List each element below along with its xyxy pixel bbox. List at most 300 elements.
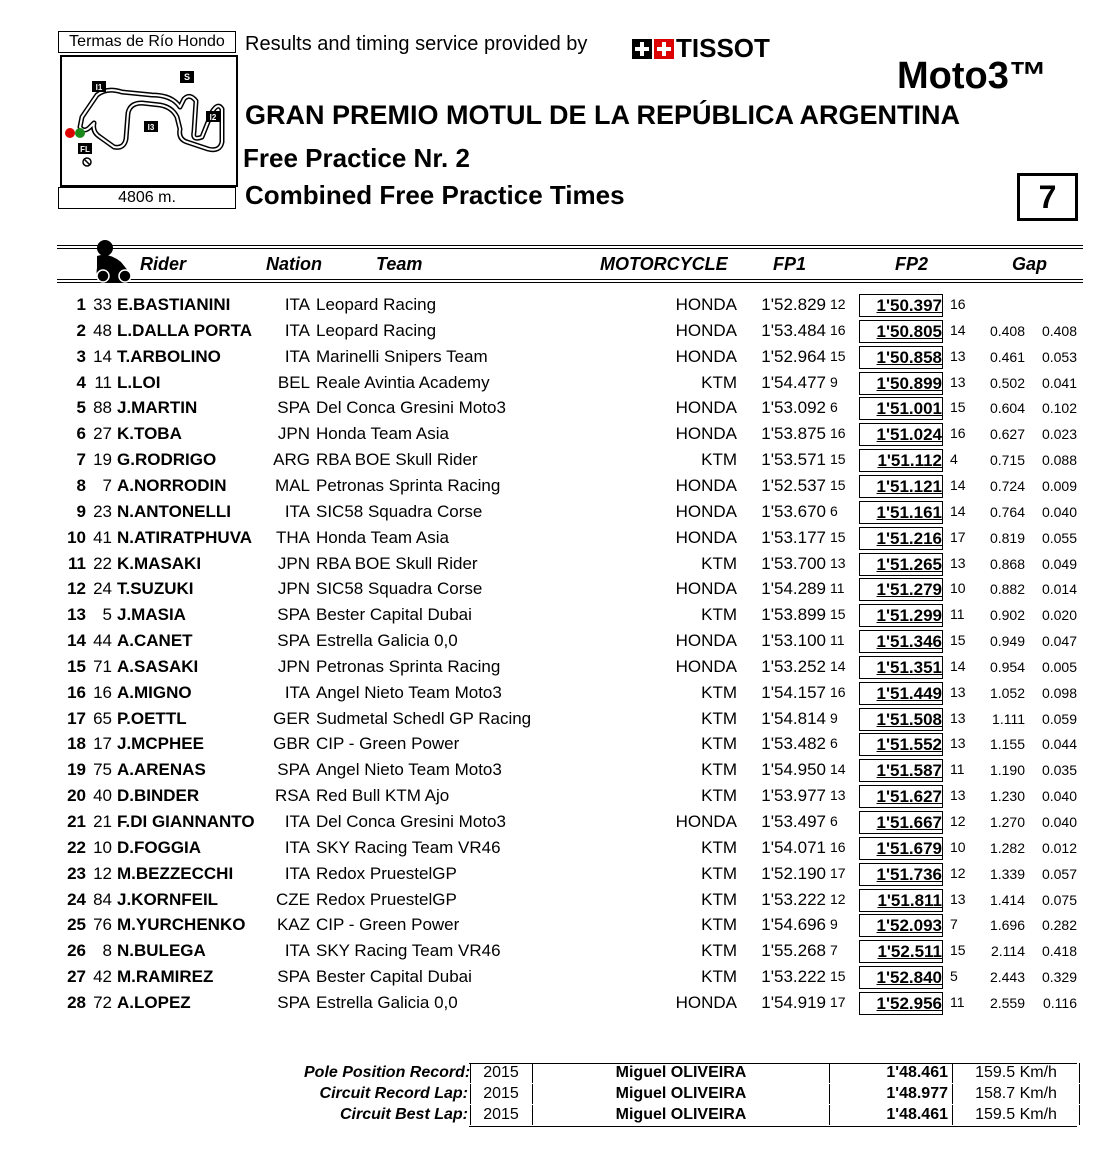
fp1-time: 1'53.484: [761, 320, 826, 340]
fp1-lap: 15: [830, 347, 846, 364]
column-rider: Rider: [140, 254, 187, 274]
column-motorcycle: MOTORCYCLE: [600, 254, 728, 274]
record-speed: 159.5 Km/h: [952, 1105, 1080, 1125]
nation: ITA: [284, 863, 310, 883]
rider-number: 44: [93, 631, 112, 651]
rider-number: 76: [93, 915, 112, 935]
table-row: [0, 347, 1115, 372]
fp2-time: 1'51.667: [859, 811, 943, 834]
fp2-time: 1'50.899: [859, 372, 943, 395]
table-row: [0, 709, 1115, 734]
nation: JPN: [277, 553, 310, 573]
fp1-lap: 11: [830, 632, 845, 649]
record-time: 1'48.977: [829, 1084, 952, 1104]
motorcycle: HONDA: [675, 501, 737, 521]
team-name: Bester Capital Dubai: [316, 967, 472, 987]
fp1-time: 1'53.899: [761, 605, 826, 625]
motorcycle: KTM: [701, 889, 737, 909]
table-row: [0, 812, 1115, 837]
gap-first: 1.414: [989, 891, 1025, 908]
position: 21: [67, 812, 86, 831]
sector-i1-label: I1: [95, 83, 103, 92]
fp2-time: 1'51.161: [859, 501, 943, 524]
gap-previous: 0.047: [1041, 633, 1077, 650]
fp2-time: 1'51.811: [859, 889, 943, 912]
fp2-lap: 11: [950, 606, 965, 623]
position: 4: [76, 372, 86, 392]
position: 22: [67, 837, 86, 857]
record-row: [304, 1105, 1084, 1125]
fp1-time: 1'52.964: [761, 346, 826, 366]
gap-previous: 0.044: [1041, 736, 1077, 753]
table-row: [0, 450, 1115, 475]
fp2-lap: 13: [950, 347, 966, 364]
team-name: CIP - Green Power: [316, 915, 460, 935]
red-light-icon: [65, 128, 75, 138]
table-row: [0, 734, 1115, 759]
fp2-lap: 15: [950, 399, 966, 416]
fp2-time: 1'51.279: [859, 578, 943, 601]
fp1-lap: 9: [830, 709, 838, 726]
fp1-time: 1'53.700: [761, 553, 826, 573]
gap-previous: 0.035: [1041, 762, 1077, 779]
nation: SPA: [277, 631, 310, 651]
rider-number: 84: [93, 889, 112, 909]
nation: ARG: [273, 450, 310, 470]
position: 15: [67, 656, 86, 676]
start-label: S: [183, 72, 191, 82]
motorcycle: HONDA: [675, 424, 737, 444]
fp1-lap: 14: [830, 657, 846, 674]
fp2-lap: 13: [950, 735, 966, 752]
fp2-time: 1'51.351: [859, 656, 943, 679]
team-name: Marinelli Snipers Team: [316, 346, 488, 366]
fp1-time: 1'52.537: [761, 475, 826, 495]
rider-name: M.RAMIREZ: [117, 967, 214, 987]
rider-name: A.CANET: [117, 631, 193, 651]
gap-first: 1.339: [989, 865, 1025, 882]
fp1-lap: 7: [830, 942, 838, 959]
fp1-lap: 16: [830, 683, 846, 700]
fp1-lap: 6: [830, 399, 838, 416]
position: 11: [68, 553, 86, 573]
team-name: Angel Nieto Team Moto3: [316, 760, 502, 780]
position: 6: [76, 424, 86, 444]
timing-credit: Results and timing service provided by: [245, 33, 588, 55]
fp2-lap: 15: [950, 632, 966, 649]
fp1-lap: 13: [830, 554, 846, 571]
gap-previous: 0.102: [1041, 400, 1077, 417]
fp2-time: 1'51.024: [859, 423, 943, 446]
fp1-time: 1'54.477: [761, 372, 826, 392]
motorcycle: KTM: [701, 837, 737, 857]
rider-name: L.LOI: [117, 372, 161, 392]
rider-name: M.BEZZECCHI: [117, 863, 234, 883]
motorcycle: HONDA: [675, 398, 737, 418]
gap-previous: 0.408: [1041, 322, 1077, 339]
team-name: Redox PruestelGP: [316, 863, 457, 883]
position: 12: [67, 579, 86, 599]
table-row: [0, 528, 1115, 553]
position: 25: [67, 915, 86, 935]
position: 17: [67, 708, 86, 728]
record-label: Circuit Best Lap:: [339, 1106, 468, 1123]
fp1-time: 1'53.875: [761, 424, 826, 444]
rider-number: 41: [93, 527, 112, 547]
rider-number: 75: [93, 760, 112, 780]
rider-number: 16: [93, 682, 112, 702]
gap-previous: 0.012: [1041, 839, 1077, 856]
team-name: Leopard Racing: [316, 295, 437, 314]
table-row: [0, 890, 1115, 915]
gap-previous: 0.040: [1041, 814, 1077, 830]
rider-number: 10: [93, 837, 112, 857]
motorcycle: HONDA: [675, 320, 737, 340]
column-team: Team: [376, 254, 423, 274]
gap-first: 0.949: [989, 633, 1025, 650]
team-name: Leopard Racing: [316, 320, 437, 340]
fp2-lap: 4: [950, 451, 958, 468]
rider-number: 65: [93, 708, 112, 728]
rider-name: N.BULEGA: [117, 941, 206, 961]
fp2-lap: 5: [950, 968, 958, 985]
rider-helmet-icon: [93, 238, 133, 284]
motorcycle: HONDA: [675, 295, 737, 314]
fp2-lap: 10: [950, 580, 966, 597]
rider-name: A.NORRODIN: [117, 475, 227, 495]
gap-previous: 0.055: [1041, 529, 1077, 546]
column-fp1: FP1: [773, 254, 807, 274]
team-name: Honda Team Asia: [316, 527, 449, 547]
fp2-time: 1'50.805: [859, 320, 943, 343]
fp1-lap: 6: [830, 502, 838, 519]
fp2-lap: 13: [950, 554, 966, 571]
rider-number: 33: [93, 295, 112, 314]
team-name: Sudmetal Schedl GP Racing: [316, 708, 532, 728]
rider-number: 88: [93, 398, 112, 418]
gap-first: 0.408: [989, 322, 1025, 339]
gap-first: 0.764: [989, 503, 1025, 520]
gap-previous: 0.116: [1043, 994, 1077, 1011]
motorcycle: HONDA: [675, 475, 737, 495]
fp2-lap: 15: [950, 942, 966, 959]
record-year: 2015: [470, 1105, 531, 1125]
motorcycle: KTM: [701, 605, 737, 625]
nation: GER: [273, 708, 310, 728]
rider-name: N.ANTONELLI: [117, 501, 231, 521]
gap-first: 0.627: [989, 426, 1025, 443]
gap-first: 1.111: [992, 710, 1025, 727]
team-name: Petronas Sprinta Racing: [316, 656, 501, 676]
sector-i2-label: I2: [209, 113, 217, 122]
nation: BEL: [277, 372, 310, 392]
motorcycle: HONDA: [675, 346, 737, 366]
team-name: Red Bull KTM Ajo: [316, 786, 450, 806]
rider-name: T.ARBOLINO: [117, 346, 221, 366]
fp2-lap: 11: [950, 993, 965, 1010]
table-row: [0, 760, 1115, 785]
table-row: [0, 476, 1115, 501]
motorcycle: KTM: [701, 967, 737, 987]
rider-number: 71: [93, 656, 112, 676]
rider-number: 14: [93, 346, 112, 366]
record-year: 2015: [470, 1063, 531, 1083]
fp2-time: 1'52.511: [859, 940, 943, 963]
rider-number: 5: [102, 605, 112, 625]
class-title: Moto3™: [897, 55, 1047, 97]
fp1-lap: 17: [830, 864, 846, 881]
position: 14: [67, 631, 86, 651]
document-subtitle: Combined Free Practice Times: [245, 180, 625, 210]
rider-name: K.TOBA: [117, 424, 182, 444]
fp2-lap: 14: [950, 321, 966, 338]
position: 20: [67, 786, 86, 806]
fp2-time: 1'50.397: [859, 294, 943, 317]
nation: ITA: [284, 837, 310, 857]
gap-first: 2.443: [989, 969, 1025, 986]
table-row: [0, 605, 1115, 630]
finish-line-label: FL: [80, 145, 90, 154]
team-name: SIC58 Squadra Corse: [316, 579, 483, 599]
table-row: [0, 915, 1115, 940]
gap-first: 0.902: [989, 607, 1025, 624]
fp2-lap: 7: [950, 916, 958, 933]
fp1-lap: 9: [830, 916, 838, 933]
gap-first: 1.190: [989, 762, 1025, 779]
sponsor-name: TISSOT: [676, 33, 770, 63]
rider-name: A.LOPEZ: [117, 992, 191, 1012]
fp1-lap: 12: [830, 296, 846, 312]
gap-first: 1.230: [989, 788, 1025, 805]
rider-number: 11: [94, 372, 112, 392]
fp1-time: 1'53.177: [761, 527, 826, 547]
team-name: RBA BOE Skull Rider: [316, 450, 478, 470]
fp1-lap: 15: [830, 451, 846, 468]
nation: ITA: [284, 812, 310, 831]
rider-number: 19: [93, 450, 112, 470]
fp1-time: 1'53.222: [761, 967, 826, 987]
fp1-lap: 16: [830, 321, 846, 338]
gap-first: 0.819: [989, 529, 1025, 546]
fp1-time: 1'54.157: [761, 682, 826, 702]
gap-previous: 0.040: [1041, 503, 1077, 520]
column-gap: Gap: [1012, 254, 1048, 274]
motorcycle: HONDA: [675, 656, 737, 676]
fp1-lap: 11: [830, 580, 845, 597]
motorcycle: KTM: [701, 786, 737, 806]
motorcycle: HONDA: [675, 812, 737, 831]
fp1-lap: 15: [830, 528, 846, 545]
position: 7: [76, 450, 86, 470]
table-row: [0, 631, 1115, 656]
rider-name: M.YURCHENKO: [117, 915, 246, 935]
nation: SPA: [277, 967, 310, 987]
rider-name: A.ARENAS: [117, 760, 206, 780]
motorcycle: KTM: [701, 941, 737, 961]
team-name: SKY Racing Team VR46: [316, 941, 501, 961]
sector-i3-label: I3: [147, 123, 155, 132]
table-row: [0, 321, 1115, 346]
team-name: CIP - Green Power: [316, 734, 460, 754]
header-rule-top: [57, 245, 1083, 246]
rider-name: J.MARTIN: [117, 398, 198, 418]
fp1-time: 1'53.670: [761, 501, 826, 521]
table-row: [0, 683, 1115, 708]
team-name: Redox PruestelGP: [316, 889, 457, 909]
fp1-time: 1'53.482: [761, 734, 826, 754]
rider-number: 27: [93, 424, 112, 444]
fp1-time: 1'53.222: [761, 889, 826, 909]
rider-name: F.DI GIANNANTO: [117, 812, 255, 831]
position: 23: [67, 863, 86, 883]
nation: ITA: [284, 320, 310, 340]
motorcycle: HONDA: [675, 527, 737, 547]
position: 9: [76, 501, 86, 521]
nation: THA: [276, 527, 310, 547]
fp2-lap: 13: [950, 890, 966, 907]
gap-previous: 0.005: [1041, 658, 1077, 675]
table-row: [0, 838, 1115, 863]
record-time: 1'48.461: [829, 1063, 952, 1083]
fp2-lap: 17: [950, 528, 966, 545]
fp2-lap: 13: [950, 709, 966, 726]
record-rider: Miguel OLIVEIRA: [532, 1063, 829, 1083]
fp1-time: 1'54.696: [761, 915, 826, 935]
nation: ITA: [284, 682, 310, 702]
record-rider: Miguel OLIVEIRA: [532, 1105, 829, 1125]
table-row: [0, 786, 1115, 811]
fp1-lap: 12: [830, 890, 846, 907]
fp1-time: 1'52.190: [761, 863, 826, 883]
nation: MAL: [275, 475, 310, 495]
nation: SPA: [277, 398, 310, 418]
fp2-time: 1'51.627: [859, 785, 943, 808]
team-name: RBA BOE Skull Rider: [316, 553, 478, 573]
rider-name: P.OETTL: [117, 708, 187, 728]
gap-first: 0.461: [989, 348, 1025, 365]
table-row: [0, 502, 1115, 527]
team-name: Del Conca Gresini Moto3: [316, 812, 506, 831]
motorcycle: HONDA: [675, 631, 737, 651]
gap-previous: 0.014: [1041, 581, 1077, 598]
fp1-lap: 15: [830, 606, 846, 623]
position: 16: [67, 682, 86, 702]
rider-name: A.SASAKI: [117, 656, 199, 676]
rider-name: J.KORNFEIL: [117, 889, 219, 909]
record-speed: 158.7 Km/h: [952, 1084, 1080, 1104]
fp2-time: 1'51.679: [859, 837, 943, 860]
fp1-time: 1'54.919: [761, 992, 826, 1012]
rider-number: 7: [102, 475, 112, 495]
fp2-lap: 12: [950, 864, 966, 881]
fp1-time: 1'53.571: [761, 450, 826, 470]
table-row: [0, 398, 1115, 423]
rider-name: K.MASAKI: [117, 553, 202, 573]
tissot-cross-icon: [632, 39, 652, 59]
motorcycle: KTM: [701, 734, 737, 754]
gap-first: 0.724: [989, 477, 1025, 494]
position: 13: [67, 605, 86, 625]
fp1-lap: 9: [830, 373, 838, 390]
fp1-time: 1'54.071: [761, 837, 826, 857]
position: 3: [76, 346, 86, 366]
gap-previous: 0.059: [1041, 710, 1077, 727]
motorcycle: HONDA: [675, 992, 737, 1012]
position: 2: [76, 320, 86, 340]
motorcycle: KTM: [701, 682, 737, 702]
fp2-lap: 10: [950, 838, 966, 855]
gap-previous: 0.040: [1041, 788, 1077, 805]
fp2-time: 1'51.508: [859, 708, 943, 731]
fp2-time: 1'51.736: [859, 863, 943, 886]
nation: KAZ: [276, 915, 310, 935]
gap-previous: 0.418: [1041, 943, 1077, 960]
position: 24: [67, 889, 86, 909]
position: 27: [67, 967, 86, 987]
team-name: Angel Nieto Team Moto3: [316, 682, 502, 702]
track-map: [60, 55, 238, 187]
record-year: 2015: [470, 1084, 531, 1104]
gap-previous: 0.041: [1041, 374, 1077, 391]
rider-number: 12: [93, 863, 112, 883]
team-name: Reale Avintia Academy: [316, 372, 490, 392]
fp2-lap: 16: [950, 296, 966, 312]
position: 19: [67, 760, 86, 780]
fp2-time: 1'51.299: [859, 604, 943, 627]
record-time: 1'48.461: [829, 1105, 952, 1125]
nation: ITA: [284, 941, 310, 961]
nation: SPA: [277, 605, 310, 625]
motorcycle: KTM: [701, 760, 737, 780]
session-title: Free Practice Nr. 2: [243, 143, 470, 173]
fp1-lap: 15: [830, 476, 846, 493]
team-name: Petronas Sprinta Racing: [316, 475, 501, 495]
rider-name: A.MIGNO: [117, 682, 192, 702]
fp1-time: 1'52.829: [761, 295, 826, 314]
fp2-time: 1'51.216: [859, 527, 943, 550]
fp1-lap: 15: [830, 968, 846, 985]
fp2-lap: 12: [950, 813, 966, 829]
gap-previous: 0.098: [1041, 684, 1077, 701]
record-row: [304, 1084, 1084, 1104]
nation: SPA: [277, 992, 310, 1012]
team-name: Honda Team Asia: [316, 424, 449, 444]
gap-previous: 0.075: [1041, 891, 1077, 908]
fp2-lap: 14: [950, 476, 966, 493]
rider-number: 40: [93, 786, 112, 806]
nation: CZE: [276, 889, 310, 909]
fp1-time: 1'53.497: [761, 812, 826, 831]
gap-previous: 0.020: [1041, 607, 1077, 624]
nation: JPN: [277, 424, 310, 444]
fp2-lap: 11: [950, 761, 965, 778]
position: 8: [76, 475, 86, 495]
record-speed: 159.5 Km/h: [952, 1063, 1080, 1083]
fp1-lap: 6: [830, 735, 838, 752]
team-name: Del Conca Gresini Moto3: [316, 398, 506, 418]
fp2-time: 1'52.840: [859, 966, 943, 989]
rider-number: 24: [93, 579, 112, 599]
rider-number: 22: [93, 553, 112, 573]
nation: ITA: [284, 501, 310, 521]
fp1-lap: 6: [830, 813, 838, 829]
gap-first: 1.155: [989, 736, 1025, 753]
gap-first: 1.696: [989, 917, 1025, 934]
tissot-red-cross-icon: [654, 39, 674, 59]
gap-first: 0.715: [989, 452, 1025, 469]
position: 18: [67, 734, 86, 754]
fp2-time: 1'51.587: [859, 759, 943, 782]
